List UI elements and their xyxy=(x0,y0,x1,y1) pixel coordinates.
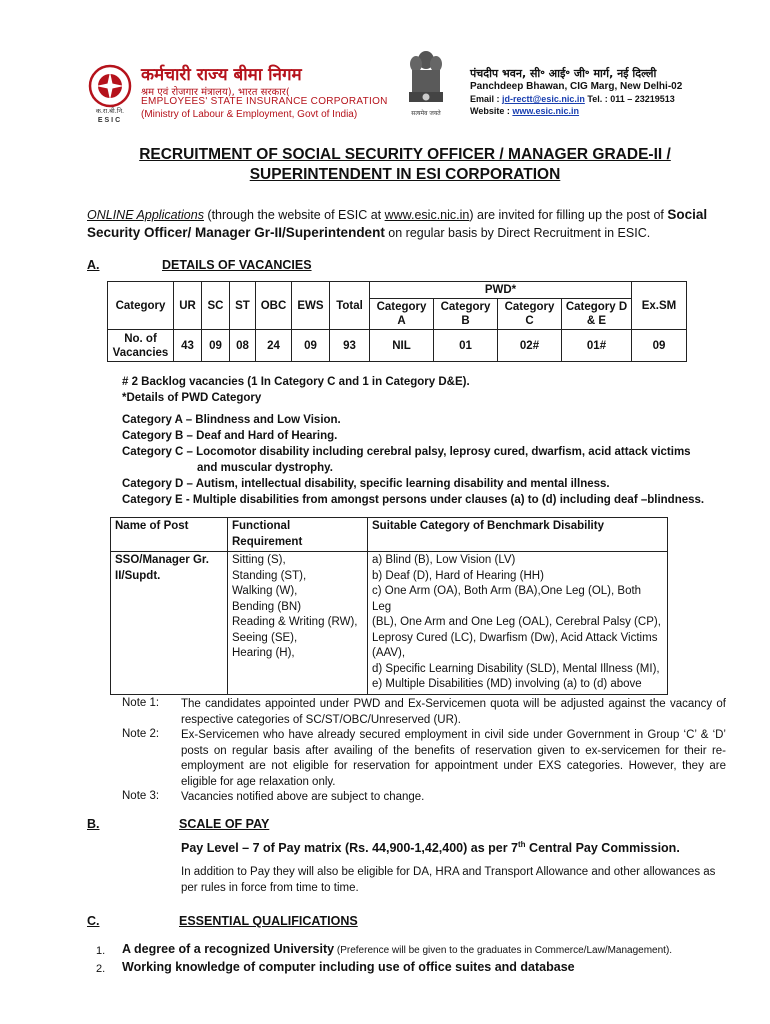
vac-value-ur: 43 xyxy=(174,330,202,362)
category-line: e) Multiple Disabilities (MD) involving (a) to (d) above xyxy=(372,678,642,690)
page-title xyxy=(80,145,730,185)
address-english: Panchdeep Bhawan, CIG Marg, New Delhi-02 xyxy=(470,81,683,92)
website-link[interactable]: www.esic.nic.in xyxy=(512,106,580,116)
vacancy-table xyxy=(107,281,687,362)
functional-item: Sitting (S), xyxy=(232,554,286,566)
dis-category-list xyxy=(368,552,668,695)
dis-post-name: SSO/Manager Gr. II/Supdt. xyxy=(111,552,228,695)
address-hindi: पंचदीप भवन, सी॰ आई॰ जी॰ मार्ग, नई दिल्ली xyxy=(470,67,657,80)
qualification-2 xyxy=(122,960,575,974)
pwd-category-e: Category E - Multiple disabilities from amongst persons under clauses (a) to (d) including deaf –blindness. xyxy=(122,494,705,506)
vac-value-ews: 09 xyxy=(292,330,330,362)
pwd-category-c-cont: and muscular dystrophy. xyxy=(197,462,333,474)
pay-level xyxy=(181,840,680,855)
qualification-1-pref: (Preference will be given to the graduates in Commerce/Law/Management). xyxy=(334,945,673,956)
vac-header-ews: EWS xyxy=(292,282,330,330)
section-a-letter: A. xyxy=(87,258,100,272)
esic-logo xyxy=(82,62,138,124)
post-name: Social Security Officer/ Manager Gr-II/Superintendent xyxy=(87,207,708,240)
qualification-1 xyxy=(122,942,672,956)
contact-line xyxy=(470,94,675,104)
logo-esic-text: ESIC xyxy=(97,117,123,124)
backlog-note: # 2 Backlog vacancies (1 In Category C and 1 in Category D&E). xyxy=(122,376,470,388)
pay-level-text-end: Central Pay Commission. xyxy=(525,841,680,856)
category-line: a) Blind (B), Low Vision (LV) xyxy=(372,554,516,566)
website-label: Website : xyxy=(470,106,510,116)
note-3-label: Note 3: xyxy=(122,790,160,802)
pwd-category-d: Category D – Autism, intellectual disability, specific learning disability and mental illness. xyxy=(122,478,610,490)
qualification-2-main: Working knowledge of computer including use of office suites and database xyxy=(122,960,575,974)
intro-paragraph xyxy=(87,206,732,242)
category-line: (AAV), xyxy=(372,647,406,659)
emblem-caption: सत्यमेव जयते xyxy=(411,110,441,117)
vac-value-exsm: 09 xyxy=(632,330,687,362)
section-b-letter: B. xyxy=(87,817,100,831)
email-label: Email : xyxy=(470,94,500,104)
note-3-text: Vacancies notified above are subject to change. xyxy=(181,791,425,803)
logo-hindi-text: क.रा.बी.नि. xyxy=(95,107,125,115)
vac-value-obc: 24 xyxy=(256,330,292,362)
disability-table xyxy=(110,517,668,695)
title-line-2: SUPERINTENDENT IN ESI CORPORATION xyxy=(249,166,561,183)
functional-item: Bending (BN) xyxy=(232,600,302,613)
vac-header-pwd-de: Category D & E xyxy=(562,299,632,330)
category-line: (BL), One Arm and One Leg (OAL), Cerebral Palsy (CP), xyxy=(372,616,661,628)
note-1-text: The candidates appointed under PWD and Ex-Servicemen quota will be adjusted against the vacancy of respective categories of SC/ST/OBC/Unreserved (UR). xyxy=(181,698,726,726)
vac-value-pwd-b: 01 xyxy=(434,330,498,362)
pwd-category-b: Category B – Deaf and Hard of Hearing. xyxy=(122,430,338,442)
org-name-hindi: कर्मचारी राज्य बीमा निगम xyxy=(141,65,302,85)
vac-header-pwd-c: Category C xyxy=(498,299,562,330)
pwd-category-c: Category C – Locomotor disability including cerebral palsy, leprosy cured, dwarfism, acid attack victims xyxy=(122,446,691,458)
category-line: c) One Arm (OA), Both Arm (BA),One Leg (OL), Both Leg xyxy=(372,585,642,613)
note-2-text: Ex-Servicemen who have already secured employment in civil side under Government in Group ‘C’ & ‘D’ posts on regular basis after availing of the benefits of reservation given to ex-servicemen for their re-employment are not eligible for reservation for appointment under EXS categories. However, they are eligible for age relaxation only. xyxy=(181,729,726,788)
vac-header-st: ST xyxy=(230,282,256,330)
dis-header-category: Suitable Category of Benchmark Disability xyxy=(368,518,668,552)
intro-text-2: ) are invited for filling up the post of xyxy=(469,208,668,222)
ministry-hindi: श्रम एवं रोजगार मंत्रालय), भारत सरकार( xyxy=(141,87,290,98)
vac-header-category: Category xyxy=(108,282,174,330)
org-name-english: EMPLOYEES' STATE INSURANCE CORPORATION xyxy=(141,96,388,107)
ministry-english: (Ministry of Labour & Employment, Govt of India) xyxy=(141,109,358,120)
pwd-details-heading: *Details of PWD Category xyxy=(122,392,262,404)
vac-value-st: 08 xyxy=(230,330,256,362)
qualification-1-num: 1. xyxy=(96,945,106,957)
functional-item: Standing (ST), xyxy=(232,569,307,582)
pwd-category-a: Category A – Blindness and Low Vision. xyxy=(122,414,341,426)
vac-header-pwd-b: Category B xyxy=(434,299,498,330)
functional-item: Seeing (SE), xyxy=(232,631,298,644)
vac-header-sc: SC xyxy=(202,282,230,330)
category-line: Leprosy Cured (LC), Dwarfism (Dw), Acid Attack Victims xyxy=(372,631,658,644)
vac-header-exsm: Ex.SM xyxy=(632,282,687,330)
vac-value-total: 93 xyxy=(330,330,370,362)
website-line xyxy=(470,106,579,116)
online-applications: ONLINE Applications xyxy=(87,208,204,222)
category-line: d) Specific Learning Disability (SLD), Mental Illness (MI), xyxy=(372,662,660,675)
pay-level-text: Pay Level – 7 of Pay matrix (Rs. 44,900-1,42,400) as per 7 xyxy=(181,841,519,856)
vac-value-pwd-de: 01# xyxy=(562,330,632,362)
vacancy-notes xyxy=(122,374,742,508)
intro-website-link[interactable]: www.esic.nic.in xyxy=(384,208,470,222)
pay-sup: th xyxy=(518,840,526,849)
section-c-letter: C. xyxy=(87,914,100,928)
functional-item: Reading & Writing (RW), xyxy=(232,616,358,628)
section-c-title: ESSENTIAL QUALIFICATIONS xyxy=(179,914,358,928)
note-2-label: Note 2: xyxy=(122,728,160,740)
dis-header-post: Name of Post xyxy=(111,518,228,552)
note-1-label: Note 1: xyxy=(122,697,160,709)
functional-item: Hearing (H), xyxy=(232,647,295,659)
intro-text-3: on regular basis by Direct Recruitment in ESIC. xyxy=(384,226,651,240)
vac-header-pwd: PWD* xyxy=(370,282,632,299)
functional-item: Walking (W), xyxy=(232,585,298,597)
dis-functional-list xyxy=(228,552,368,695)
email-link[interactable]: jd-rectt@esic.nic.in xyxy=(502,94,585,104)
title-line-1: RECRUITMENT OF SOCIAL SECURITY OFFICER / MANAGER GRADE-II / xyxy=(139,146,671,163)
qualification-2-num: 2. xyxy=(96,963,106,975)
category-line: b) Deaf (D), Hard of Hearing (HH) xyxy=(372,569,544,582)
section-a-title: DETAILS OF VACANCIES xyxy=(162,258,312,272)
section-b-title: SCALE OF PAY xyxy=(179,817,270,831)
vac-header-obc: OBC xyxy=(256,282,292,330)
vac-row-label: No. of Vacancies xyxy=(108,330,174,362)
vac-value-pwd-a: NIL xyxy=(370,330,434,362)
qualification-1-main: A degree of a recognized University xyxy=(122,942,335,956)
telephone: Tel. : 011 – 23219513 xyxy=(587,94,675,104)
vac-header-total: Total xyxy=(330,282,370,330)
vac-header-ur: UR xyxy=(174,282,202,330)
intro-text-1: (through the website of ESIC at xyxy=(203,208,385,222)
pay-allowances: In addition to Pay they will also be eligible for DA, HRA and Transport Allowance and other allowances as per rules in force from time to time. xyxy=(181,866,716,894)
national-emblem-icon xyxy=(404,46,448,118)
vac-value-sc: 09 xyxy=(202,330,230,362)
vac-value-pwd-c: 02# xyxy=(498,330,562,362)
vac-header-pwd-a: Category A xyxy=(370,299,434,330)
dis-header-functional: Functional Requirement xyxy=(228,518,368,552)
